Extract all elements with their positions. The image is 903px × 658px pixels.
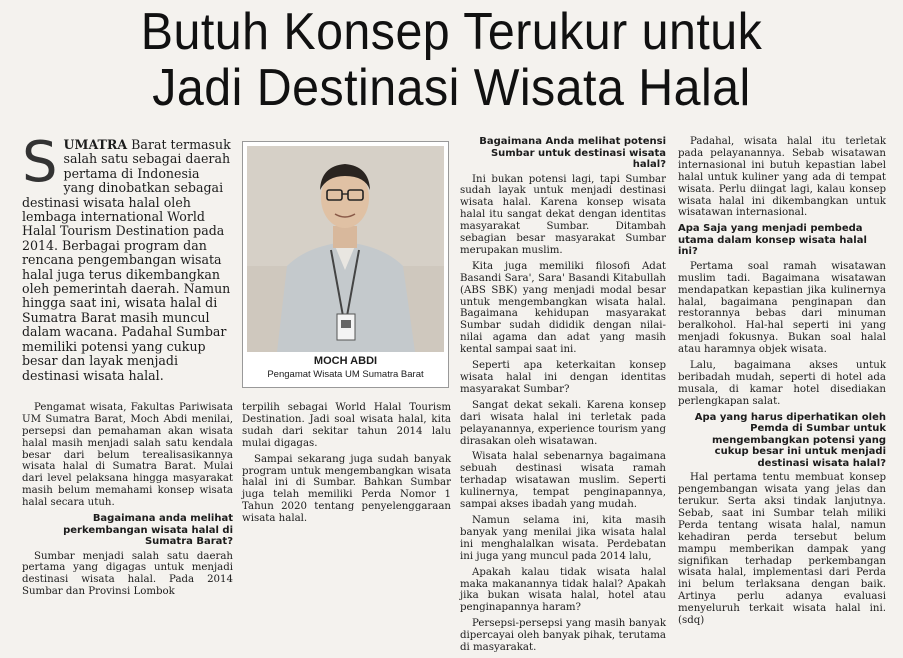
- paragraph: Apakah kalau tidak wisata halal maka makanannya tidak halal? Apakah jika bukan wisata halal, hotel atau penginapannya haram?: [460, 566, 666, 614]
- headline-line-2: Jadi Destinasi Wisata Halal: [152, 59, 751, 117]
- drop-cap: S: [22, 130, 58, 195]
- photo-caption-name: MOCH ABDI: [313, 355, 378, 367]
- paragraph: Kita juga memiliki filosofi Adat Basandi Sara', Sara' Basandi Kitabullah (ABS SBK) yang menjadi modal besar untuk mengembangkan wisata halal. Bagaimana kehidupan masyarakat Sumbar sudah dididik dengan nilai-nilai agama dan adat yang masih kental sampai saat ini.: [460, 260, 666, 356]
- paragraph: Lalu, bagaimana akses untuk beribadah mudah, seperti di hotel ada musala, di kamar hotel disediakan perlengkapan salat.: [678, 360, 886, 407]
- paragraph: Wisata halal sebenarnya bagaimana sebuah destinasi wisata ramah terhadap wisatawan muslim. Seperti kulinernya, tempat penginapannya, sampai akses ibadah yang mudah.: [460, 451, 666, 511]
- paragraph: Sangat dekat sekali. Karena konsep dari wisata halal ini terletak pada pelayanannya, experience tourism yang dirasakan oleh wisatawan.: [460, 399, 666, 447]
- paragraph: Sumbar menjadi salah satu daerah pertama yang digagas untuk menjadi destinasi wisata halal. Pada 2014 Sumbar dan Provinsi Lombok: [22, 550, 233, 598]
- paragraph: Pengamat wisata, Fakultas Pariwisata UM Sumatra Barat, Moch Abdi menilai, persepsi dan pemahaman akan wisata halal masih menjadi salah satu kendala besar dari belum terealisasikannya wisata halal di Sumatra Barat. Mulai dari level pelaksana hingga masyarakat masih belum memahami konsep wisata halal secara utuh.: [22, 401, 233, 509]
- article-column-3: [460, 136, 666, 658]
- paragraph: terpilih sebagai World Halal Tourism Destination. Jadi soal wisata halal, kita sudah dari sekitar tahun 2014 lalu mulai digagas.: [242, 402, 451, 449]
- question-heading: Bagaimana anda melihat perkembangan wisata halal di Sumatra Barat?: [63, 513, 233, 548]
- paragraph: Sampai sekarang juga sudah banyak program untuk mengembangkan wisata halal ini di Sumbar. Bahkan Sumbar juga telah memiliki Perda Nomor 1 Tahun 2020 tentang penyelenggaraan wisata halal.: [242, 453, 451, 525]
- lead-text: Barat termasuk salah satu sebagai daerah pertama di Indonesia yang dinobatkan sebagai destinasi wisata halal oleh lembaga international World Halal Tourism Destination pada 2014. Berbagai program dan rencana pengembangan wisata halal juga terus dikembangkan oleh pemerintah daerah. Namun hingga saat ini, wisata halal di Sumatra Barat masih muncul dalam wacana. Padahal Sumbar memiliki potensi yang cukup besar dan layak menjadi destinasi wisata halal.: [22, 137, 231, 383]
- article-column-1: [22, 130, 233, 602]
- paragraph: Padahal, wisata halal itu terletak pada pelayanannya. Sebab wisatawan internasional ini butuh kepastian label halal untuk kuliner yang ada di tempat wisata. Perlu diingat lagi, kalau konsep wisata halal ini dikembangkan untuk wisatawan internasional.: [678, 136, 886, 219]
- lead-caps: UMATRA: [63, 137, 128, 152]
- article-column-4: [678, 136, 886, 631]
- article-column-2: [242, 402, 451, 529]
- portrait-photo: [247, 146, 444, 352]
- headline-line-1: Butuh Konsep Terukur untuk: [140, 3, 763, 61]
- question-heading: Apa yang harus diperhatikan oleh Pemda di Sumbar untuk mengembangkan potensi yang cukup besar ini untuk menjadi destinasi wisata halal?: [694, 411, 886, 469]
- paragraph: Ini bukan potensi lagi, tapi Sumbar sudah layak untuk menjadi destinasi wisata halal. Karena konsep wisata halal itu sangat dekat dengan identitas masyarakat Sumbar. Ditambah sebagian besar masyarakat Sumbar merupakan muslim.: [460, 173, 666, 256]
- photo-caption-title: Pengamat Wisata UM Sumatra Barat: [267, 369, 424, 380]
- paragraph: Persepsi-persepsi yang masih banyak dipercayai oleh banyak pihak, terutama di masyarakat.: [460, 618, 666, 654]
- paragraph: Pertama soal ramah wisatawan muslim tadi. Bagaimana wisatawan mendapatkan kepastian jika kulinernya halal, bagaimana penginapan dan restorannya bebas dari minuman beralkohol. Hal-hal seperti ini yang menjadi fokusnya. Bukan soal halal atau haramnya objek wisata.: [678, 260, 886, 356]
- paragraph: Namun selama ini, kita masih banyak yang menilai jika wisata halal ini menghalalkan wisata. Perdebatan ini juga yang muncul pada 2014 lalu,: [460, 514, 666, 562]
- portrait-illustration: [247, 146, 444, 352]
- photo-frame: [242, 141, 449, 388]
- paragraph: Seperti apa keterkaitan konsep wisata halal ini dengan identitas masyarakat Sumbar?: [460, 360, 666, 395]
- paragraph: Hal pertama tentu membuat konsep pengembangan wisata yang jelas dan terukur. Serta aksi tindak lanjutnya. Sebab, saat ini Sumbar telah miliki Perda tentang wisata halal, namun kehadiran perda tersebut belum mampu memberikan dampak yang signifikan terhadap perkembangan wisata halal, implementasi dari Perda ini belum terlaksana dengan baik. Artinya perlu adanya evaluasi menyeluruh terkait wisata halal ini. (sdq): [678, 472, 886, 627]
- question-heading: Bagaimana Anda melihat potensi Sumbar untuk destinasi wisata halal?: [479, 136, 666, 170]
- headline: [32, 4, 872, 116]
- question-heading: Apa Saja yang menjadi pembeda utama dalam konsep wisata halal ini?: [678, 223, 867, 258]
- lead-paragraph: [22, 130, 233, 383]
